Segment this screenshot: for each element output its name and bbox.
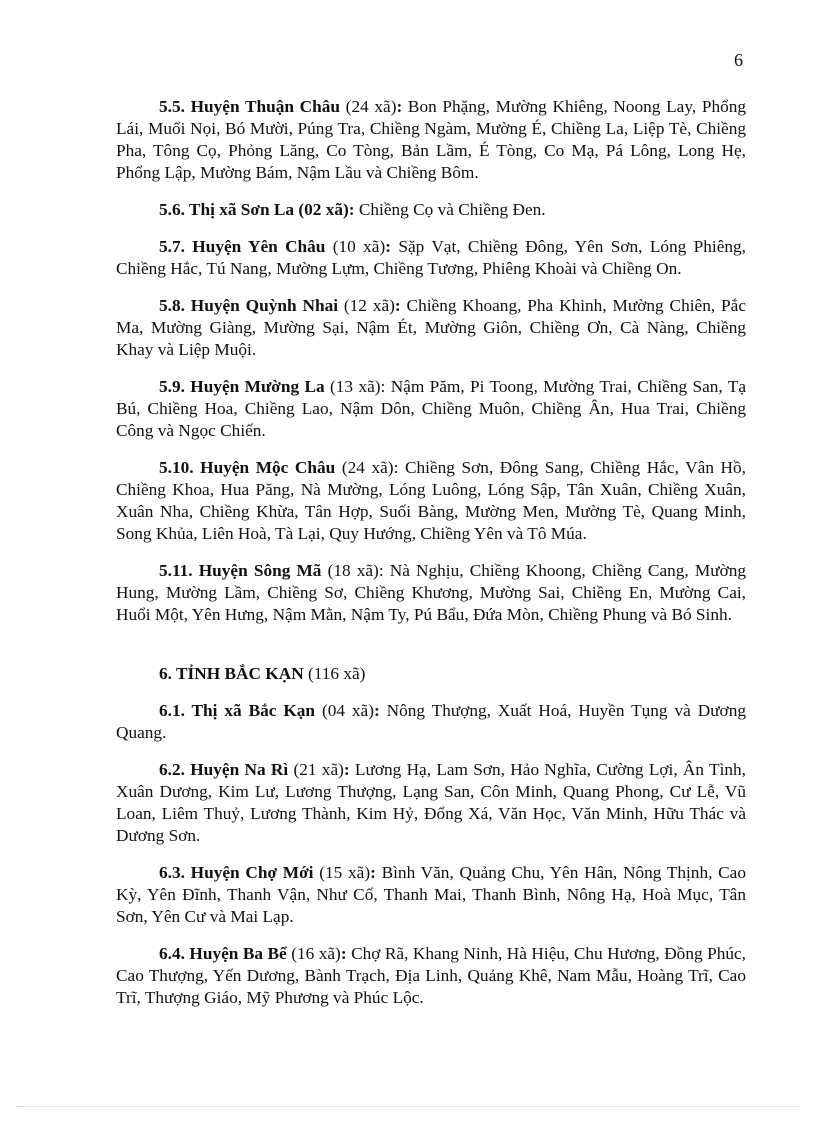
commune-list: Sặp Vạt, Chiềng Đông, Yên Sơn, Lóng Phiêng, Chiềng Hắc, Tú Nang, Mường Lựm, Chiềng Tương, Phiêng Khoài và Chiềng On. — [116, 237, 746, 278]
section-heading-6 — [116, 663, 746, 685]
heading-colon: : — [380, 377, 386, 396]
commune-list: Chiềng Khoang, Pha Khinh, Mường Chiên, Pắc Ma, Mường Giàng, Mường Sại, Nậm Ét, Mường Giôn, Chiềng Ơn, Cà Nàng, Chiềng Khay và Liệp Muội. — [116, 296, 746, 359]
commune-list: Bình Văn, Quảng Chu, Yên Hân, Nông Thịnh, Cao Kỳ, Yên Đĩnh, Thanh Vận, Như Cố, Thanh Mai, Thanh Bình, Nông Hạ, Hoà Mục, Tân Sơn, Yên Cư và Mai Lạp. — [116, 863, 746, 926]
commune-count: (15 xã) — [313, 863, 371, 882]
page-number: 6 — [734, 50, 743, 70]
commune-count: (24 xã) — [335, 458, 394, 477]
paragraph-5-5 — [116, 96, 746, 184]
paragraph-heading: 5.9. Huyện Mường La — [159, 377, 325, 396]
commune-list: Nà Nghịu, Chiềng Khoong, Chiềng Cang, Mường Hung, Mường Lầm, Chiềng Sơ, Chiềng Khương, Mường Sai, Chiềng En, Mường Cai, Huổi Một, Yên Hưng, Nậm Mằn, Nậm Ty, Pú Bẩu, Đứa Mòn, Chiềng Phung và Bó Sinh. — [116, 561, 747, 624]
paragraph-heading: 6.1. Thị xã Bắc Kạn — [159, 701, 316, 720]
commune-count: (21 xã) — [288, 760, 344, 779]
commune-list: Chiềng Sơn, Đông Sang, Chiềng Hắc, Vân Hồ, Chiềng Khoa, Hua Păng, Nà Mường, Lóng Luông, Lóng Sập, Tân Xuân, Chiềng Xuân, Xuân Nha, Chiềng Khừa, Tân Hợp, Suối Bàng, Mường Men, Mường Tè, Quang Minh, Song Khủa, Liên Hoà, Tà Lại, Quy Hướng, Chiềng Yên và Tô Múa. — [116, 458, 746, 543]
heading-colon: : — [396, 97, 403, 116]
province-heading: 6. TỈNH BẮC KẠN — [159, 664, 304, 683]
paragraph-heading: 5.11. Huyện Sông Mã — [159, 561, 322, 580]
commune-list: Chiềng Cọ và Chiềng Đen. — [354, 200, 546, 219]
commune-list: Lương Hạ, Lam Sơn, Hảo Nghĩa, Cường Lợi, Ân Tình, Xuân Dương, Kim Lư, Lương Thượng, Lạng San, Côn Minh, Quang Phong, Cư Lễ, Vũ Loan, Liêm Thuỷ, Lương Thành, Kim Hỷ, Đổng Xá, Văn Học, Văn Minh, Hữu Thác và Dương Sơn. — [116, 760, 746, 845]
paragraph-heading: 5.5. Huyện Thuận Châu — [159, 97, 340, 116]
paragraph-6-1 — [116, 700, 746, 744]
paragraph-heading: 5.6. Thị xã Sơn La — [159, 200, 295, 219]
heading-colon: : — [340, 944, 347, 963]
paragraph-5-8 — [116, 295, 746, 361]
commune-list: Chợ Rã, Khang Ninh, Hà Hiệu, Chu Hương, Đồng Phúc, Cao Thượng, Yến Dương, Bành Trạch, Địa Linh, Quảng Khê, Nam Mẫu, Hoàng Trĩ, Cao Trĩ, Thượng Giáo, Mỹ Phương và Phúc Lộc. — [116, 944, 746, 1007]
paragraph-heading: 6.4. Huyện Ba Bể — [159, 944, 287, 963]
commune-count: (04 xã) — [315, 701, 374, 720]
page-bottom-divider — [16, 1106, 800, 1107]
paragraph-6-2 — [116, 759, 746, 847]
commune-count: (116 xã) — [303, 664, 366, 683]
paragraph-heading: 6.3. Huyện Chợ Mới — [159, 863, 314, 882]
commune-count: (12 xã) — [338, 296, 395, 315]
heading-colon: : — [343, 760, 350, 779]
paragraph-heading: 5.8. Huyện Quỳnh Nhai — [159, 296, 339, 315]
commune-count: (02 xã) — [294, 200, 349, 219]
commune-list: Bon Phặng, Mường Khiêng, Noong Lay, Phổng Lái, Muổi Nọi, Bó Mười, Púng Tra, Chiềng Ngàm, Mường É, Chiềng La, Liệp Tè, Chiềng Pha, Tông Cọ, Phỏng Lăng, Co Tòng, Bản Lầm, É Tòng, Co Mạ, Pá Lông, Long Hẹ, Phổng Lập, Mường Bám, Nậm Lầu và Chiềng Bôm. — [116, 97, 747, 182]
commune-count: (13 xã) — [324, 377, 381, 396]
paragraph-heading: 5.7. Huyện Yên Châu — [159, 237, 326, 256]
paragraph-5-9 — [116, 376, 746, 442]
commune-list: Nông Thượng, Xuất Hoá, Huyền Tụng và Dương Quang. — [116, 701, 746, 742]
commune-count: (18 xã) — [321, 561, 379, 580]
commune-list: Nậm Păm, Pi Toong, Mường Trai, Chiềng San, Tạ Bú, Chiềng Hoa, Chiềng Lao, Nậm Dôn, Chiềng Muôn, Chiềng Ân, Hua Trai, Chiềng Công và Ngọc Chiến. — [116, 377, 747, 440]
commune-count: (24 xã) — [340, 97, 397, 116]
commune-count: (16 xã) — [286, 944, 341, 963]
paragraph-6-3 — [116, 862, 746, 928]
heading-colon: : — [373, 701, 380, 720]
heading-colon: : — [394, 296, 401, 315]
paragraph-5-6 — [116, 199, 746, 221]
paragraph-5-11 — [116, 560, 746, 626]
document-body — [116, 96, 746, 1009]
heading-colon: : — [348, 200, 355, 219]
paragraph-heading: 5.10. Huyện Mộc Châu — [159, 458, 336, 477]
paragraph-5-7 — [116, 236, 746, 280]
heading-colon: : — [393, 458, 399, 477]
heading-colon: : — [385, 237, 391, 256]
paragraph-heading: 6.2. Huyện Na Rì — [159, 760, 289, 779]
paragraph-5-10 — [116, 457, 746, 545]
heading-colon: : — [370, 863, 376, 882]
heading-colon: : — [378, 561, 384, 580]
paragraph-6-4 — [116, 943, 746, 1009]
commune-count: (10 xã) — [325, 237, 386, 256]
